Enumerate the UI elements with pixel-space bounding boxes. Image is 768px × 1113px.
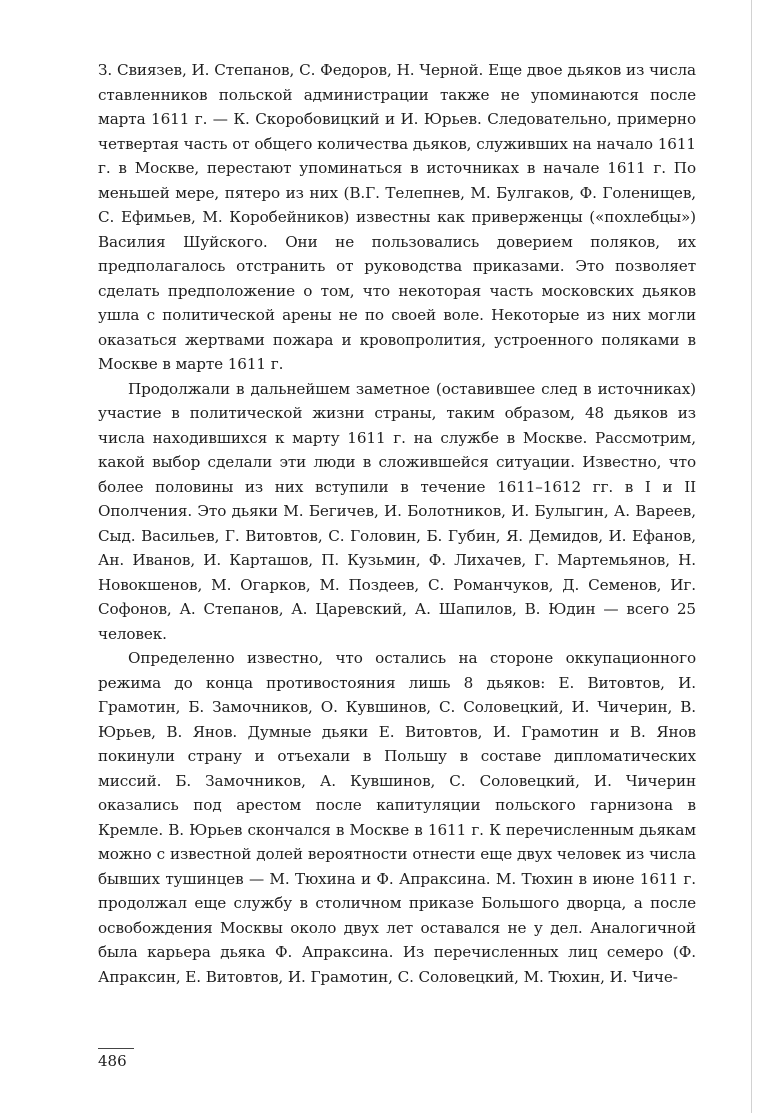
paragraph-3: Определенно известно, что остались на стороне оккупационного режима до конца противостояния лишь 8 дьяков: Е. Витовтов, И. Грамотин, Б. Замочников, О. Кувшинов, С. Соловецкий, И. Чичерин, В. Юрьев, В. Янов. Думные дьяки Е. Витовтов, И. Грамотин и В. Янов покинули страну и отъехали в Польшу в составе дипломатических миссий. Б. Замочников, А. Кувшинов, С. Соловецкий, И. Чичерин оказались под арестом после капитуляции польского гарнизона в Кремле. В. Юрьев скончался в Москве в 1611 г. К перечисленным дьякам можно с известной долей вероятности отнести еще двух человек из числа бывших тушинцев — М. Тюхина и Ф. Апраксина. М. Тюхин в июне 1611 г. продолжал еще службу в столичном приказе Большого дворца, а после освобождения Москвы около двух лет оставался не у дел. Аналогичной была карьера дьяка Ф. Апраксина. Из перечисленных лиц семеро (Ф. Апраксин, Е. Витовтов, И. Грамотин, С. Соловецкий, М. Тюхин, И. Чиче- — [98, 649, 696, 986]
paragraph-2: Продолжали в дальнейшем заметное (оставившее след в источниках) участие в политической жизни страны, таким образом, 48 дьяков из числа находившихся к марту 1611 г. на службе в Москве. Рассмотрим, какой выбор сделали эти люди в сложившейся ситуации. Известно, что более половины из них вступили в течение 1611–1612 гг. в I и II Ополчения. Это дьяки М. Бегичев, И. Болотников, И. Булыгин, А. Вареев, Сыд. Васильев, Г. Витовтов, С. Головин, Б. Губин, Я. Демидов, И. Ефанов, Ан. Иванов, И. Карташов, П. Кузьмин, Ф. Лихачев, Г. Мартемьянов, Н. Новокшенов, М. Огарков, М. Поздеев, С. Романчуков, Д. Семенов, Иг. Софонов, А. Степанов, А. Царевский, А. Шапилов, В. Юдин — всего 25 человек. — [98, 379, 696, 643]
page-number: 486 — [98, 1052, 127, 1070]
page-edge-line — [751, 0, 752, 1113]
page-body — [98, 58, 696, 989]
footer-rule — [98, 1048, 134, 1049]
paragraph-1: З. Свиязев, И. Степанов, С. Федоров, Н. Черной. Еще двое дьяков из числа ставленников польской администрации также не упоминаются после марта 1611 г. — К. Скоробовицкий и И. Юрьев. Следовательно, примерно четвертая часть от общего количества дьяков, служивших на начало 1611 г. в Москве, перестают упоминаться в источниках в начале 1611 г. По меньшей мере, пятеро из них (В.Г. Телепнев, М. Булгаков, Ф. Голенищев, С. Ефимьев, М. Коробейников) известны как приверженцы («похлебцы») Василия Шуйского. Они не пользовались доверием поляков, их предполагалось отстранить от руководства приказами. Это позволяет сделать предположение о том, что некоторая часть московских дьяков ушла с политической арены не по своей воле. Некоторые из них могли оказаться жертвами пожара и кровопролития, устроенного поляками в Москве в марте 1611 г. — [98, 61, 696, 373]
